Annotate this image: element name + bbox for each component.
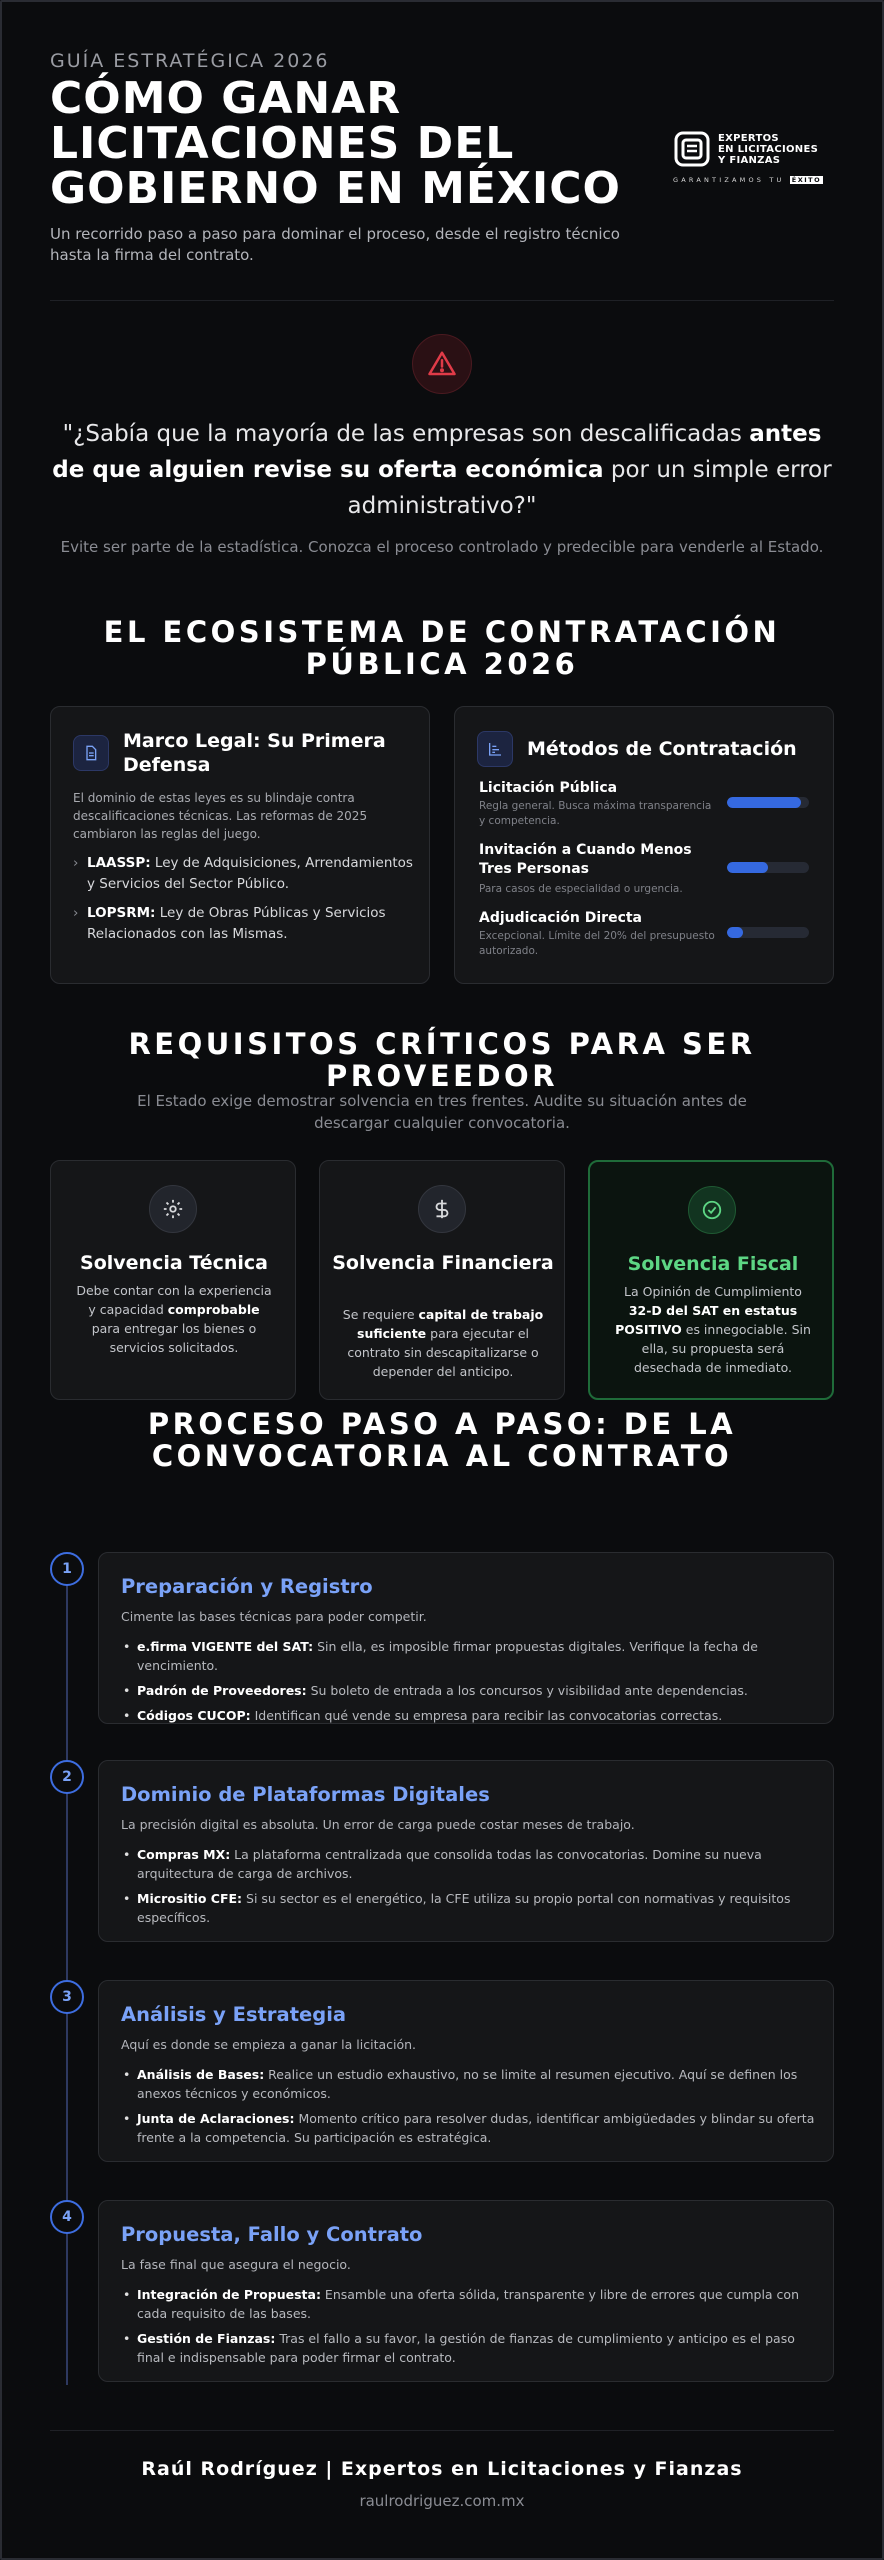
ecosystem-title: EL ECOSISTEMA DE CONTRATACIÓN PÚBLICA 2026 [103, 615, 781, 681]
req-title: Solvencia Fiscal [627, 1253, 799, 1275]
logo-tagline: GARANTIZAMOS TU ÉXITO [673, 176, 822, 184]
step-list [121, 1845, 821, 1933]
req-desc: Se requiere capital de trabajo suficiente para ejecutar el contrato sin descapitalizarse o depender del anticipo. [342, 1307, 544, 1379]
technical-solvency-card [50, 1160, 296, 1400]
document-icon [83, 745, 99, 761]
method-desc: Regla general. Busca máxima transparencia y competencia. [479, 800, 712, 827]
req-title: Solvencia Técnica [80, 1252, 268, 1274]
step-list [121, 2285, 821, 2373]
requirements-subtitle: El Estado exige demostrar solvencia en tres frentes. Audite su situación antes de descargar cualquier convocatoria. [137, 1092, 747, 1132]
step-number: 2 [50, 1760, 84, 1794]
step-card-proposal [98, 2200, 834, 2382]
req-title: Solvencia Financiera [332, 1252, 554, 1274]
step-subtitle: La fase final que asegura el negocio. [121, 2257, 351, 2272]
financial-icon-circle [418, 1185, 466, 1233]
fiscal-icon-circle [688, 1186, 736, 1234]
legal-item-lopsrm: › LOPSRM: Ley de Obras Públicas y Servicios Relacionados con las Mismas. [73, 905, 386, 942]
divider [50, 300, 834, 301]
methods-card [454, 706, 834, 984]
technical-icon-circle [149, 1185, 197, 1233]
legal-framework-card [50, 706, 430, 984]
step-item: • Gestión de Fianzas: Tras el fallo a su favor, la gestión de fianzas de cumplimiento y anticipo es el paso final e indispensable para poder firmar el contrato. [121, 2329, 821, 2367]
req-desc: La Opinión de Cumplimiento 32-D del SAT en estatus POSITIVO es innegociable. Sin ella, su propuesta será desechada de inmediato. [615, 1284, 811, 1375]
timeline-line [66, 1570, 68, 2385]
key-question-subtext: Evite ser parte de la estadística. Conozca el proceso controlado y predecible para venderle al Estado. [60, 538, 824, 556]
req-desc: Debe contar con la experiencia y capacidad comprobable para entregar los bienes o servicios solicitados. [76, 1283, 272, 1355]
footer-author: Raúl Rodríguez | Expertos en Licitaciones y Fianzas [141, 2458, 743, 2480]
legal-desc: El dominio de estas leyes es su blindaje contra descalificaciones técnicas. Las reformas de 2025 cambiaron las reglas del juego. [73, 791, 368, 841]
step-subtitle: La precisión digital es absoluta. Un error de carga puede costar meses de trabajo. [121, 1817, 635, 1832]
step-item: • Integración de Propuesta: Ensamble una oferta sólida, transparente y libre de errores que cumpla con cada requisito de las bases. [121, 2285, 821, 2323]
method-level-bar [727, 862, 809, 873]
step-item: • Compras MX: La plataforma centralizada que consolida todas las convocatorias. Domine su nueva arquitectura de carga de archivos. [121, 1845, 821, 1883]
check-circle-icon [701, 1199, 723, 1221]
method-title: Invitación a Cuando Menos Tres Personas [479, 842, 692, 877]
step-number: 1 [50, 1552, 84, 1586]
methods-title: Métodos de Contratación [527, 738, 797, 760]
methods-icon-box [477, 731, 513, 767]
step-item: • Análisis de Bases: Realice un estudio exhaustivo, no se limite al resumen ejecutivo. Aquí se definen los anexos técnicos y económicos. [121, 2065, 821, 2103]
method-level-bar [727, 927, 809, 938]
step-number: 3 [50, 1980, 84, 2014]
step-title: Análisis y Estrategia [121, 2003, 347, 2026]
step-subtitle: Cimente las bases técnicas para poder competir. [121, 1609, 427, 1624]
step-title: Propuesta, Fallo y Contrato [121, 2223, 423, 2246]
step-item: • Micrositio CFE: Si su sector es el energético, la CFE utiliza su propio portal con normativas y requisitos específicos. [121, 1889, 821, 1927]
method-title: Adjudicación Directa [479, 910, 643, 926]
step-item: • Padrón de Proveedores: Su boleto de entrada a los concursos y visibilidad ante dependencias. [121, 1681, 821, 1700]
fiscal-solvency-card [588, 1160, 834, 1400]
step-subtitle: Aquí es donde se empieza a ganar la licitación. [121, 2037, 417, 2052]
divider [50, 2430, 834, 2431]
method-desc: Excepcional. Límite del 20% del presupuesto autorizado. [479, 930, 715, 957]
dollar-icon [431, 1198, 453, 1220]
step-item: • Códigos CUCOP: Identifican qué vende su empresa para recibir las convocatorias correctas. [121, 1706, 821, 1725]
legal-item-laassp: › LAASSP: Ley de Adquisiciones, Arrendamientos y Servicios del Sector Público. [73, 855, 413, 892]
warning-triangle-icon [427, 349, 457, 379]
logo-name: EXPERTOS EN LICITACIONES Y FIANZAS [718, 133, 819, 166]
method-title: Licitación Pública [479, 780, 618, 796]
step-card-platforms [98, 1760, 834, 1942]
chart-bars-icon [487, 741, 503, 757]
process-title: PROCESO PASO A PASO: DE LA CONVOCATORIA AL CONTRATO [147, 1407, 737, 1473]
step-item: • e.firma VIGENTE del SAT: Sin ella, es imposible firmar propuestas digitales. Verifique la fecha de vencimiento. [121, 1637, 821, 1675]
financial-solvency-card [319, 1160, 565, 1400]
page-subtitle: Un recorrido paso a paso para dominar el proceso, desde el registro técnico hasta la firma del contrato. [50, 225, 620, 264]
method-level-bar [727, 797, 809, 808]
step-card-preparation [98, 1552, 834, 1724]
legal-icon-box [73, 735, 109, 771]
warning-badge [412, 334, 472, 394]
document-stack-logo-icon [673, 130, 711, 168]
gear-icon [162, 1198, 184, 1220]
legal-title: Marco Legal: Su Primera Defensa [123, 730, 386, 776]
method-desc: Para casos de especialidad o urgencia. [479, 883, 683, 895]
step-title: Preparación y Registro [121, 1575, 373, 1598]
requirements-title: REQUISITOS CRÍTICOS PARA SER PROVEEDOR [128, 1027, 756, 1093]
step-list [121, 1637, 821, 1731]
eyebrow: GUÍA ESTRATÉGICA 2026 [50, 50, 330, 72]
step-list [121, 2065, 821, 2153]
step-card-analysis [98, 1980, 834, 2162]
brand-logo [673, 130, 843, 186]
page-title: CÓMO GANAR LICITACIONES DEL GOBIERNO EN MÉXICO [50, 73, 621, 214]
step-item: • Junta de Aclaraciones: Momento crítico para resolver dudas, identificar ambigüedades y blindar su oferta frente a la competencia. Su participación es estratégica. [121, 2109, 821, 2147]
step-number: 4 [50, 2200, 84, 2234]
step-title: Dominio de Plataformas Digitales [121, 1783, 490, 1806]
key-question: "¿Sabía que la mayoría de las empresas son descalificadas antes de que alguien revise su oferta económica por un simple error administrativo?" [52, 421, 832, 519]
footer-website-link[interactable]: raulrodriguez.com.mx [359, 2492, 525, 2510]
